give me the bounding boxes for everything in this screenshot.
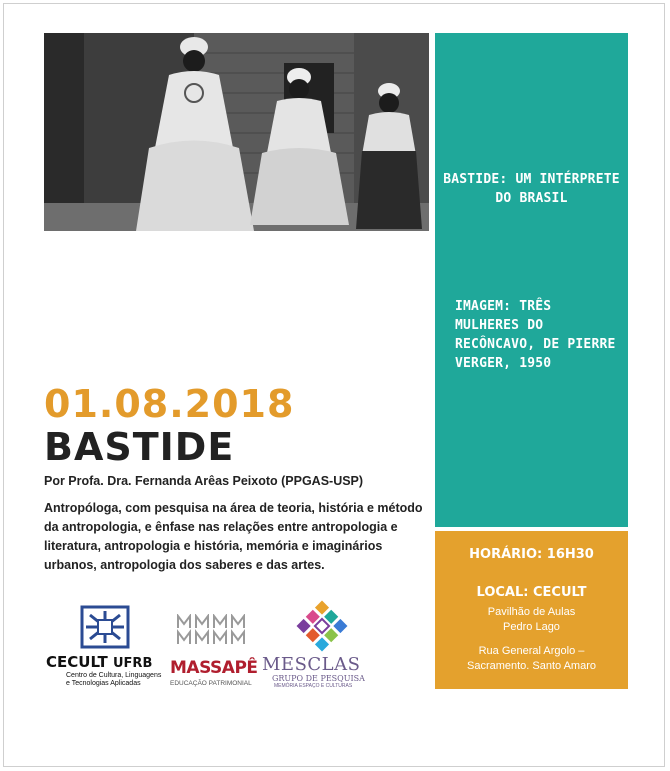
lecture-heading: BASTIDE: UM INTÉRPRETE DO BRASIL	[443, 172, 620, 206]
mesclas-subtitle-2: MEMÓRIA ESPAÇO E CULTURAS	[274, 683, 353, 689]
cecult-name: CECULT	[46, 653, 108, 671]
address-line-2: Sacramento. Santo Amaro	[466, 660, 596, 672]
photo-three-women-icon	[44, 33, 429, 231]
event-date: 01.08.2018	[44, 382, 295, 426]
event-venue	[435, 605, 628, 635]
address-line-1: Rua General Argolo –	[478, 645, 585, 657]
cecult-emblem-icon	[80, 605, 130, 649]
event-location: LOCAL: CECULT	[476, 585, 587, 600]
venue-line-1: Pavilhão de Aulas	[487, 606, 576, 618]
mesclas-name: MESCLAS	[262, 654, 361, 675]
event-time: HORÁRIO: 16H30	[469, 547, 594, 562]
venue-line-2: Pedro Lago	[503, 621, 560, 633]
cecult-subtitle-2: e Tecnologias Aplicadas	[66, 680, 141, 687]
mesclas-diamond-icon	[296, 600, 348, 652]
event-address	[435, 644, 628, 674]
massape-subtitle: EDUCAÇÃO PATRIMONIAL	[170, 680, 252, 687]
event-title: BASTIDE	[44, 425, 235, 469]
massape-name: MASSAPÊ	[170, 658, 258, 678]
orange-schedule-panel	[435, 531, 628, 689]
image-caption: IMAGEM: TRÊS MULHERES DO RECÔNCAVO, DE PIERRE VERGER, 1950	[455, 299, 616, 371]
event-byline: Por Profa. Dra. Fernanda Arêas Peixoto (PPGAS-USP)	[44, 474, 364, 488]
cecult-ufrb: UFRB	[113, 656, 153, 671]
mesclas-subtitle-1: GRUPO DE PESQUISA	[272, 674, 365, 683]
massape-mmm-icon	[174, 614, 254, 660]
cecult-ufrb-logo	[44, 605, 162, 695]
mesclas-logo	[262, 600, 382, 692]
event-description: Antropóloga, com pesquisa na área de teoria, história e método da antropologia, e ênfase nas relações entre antropologia e literatura, antropologia e história, memória e imaginários urbanos, antropologia dos saberes e das artes.	[44, 501, 423, 572]
massape-logo	[168, 614, 258, 694]
cecult-subtitle-1: Centro de Cultura, Linguagens	[66, 672, 162, 679]
photo-three-women	[44, 33, 429, 231]
teal-info-panel	[435, 33, 628, 527]
